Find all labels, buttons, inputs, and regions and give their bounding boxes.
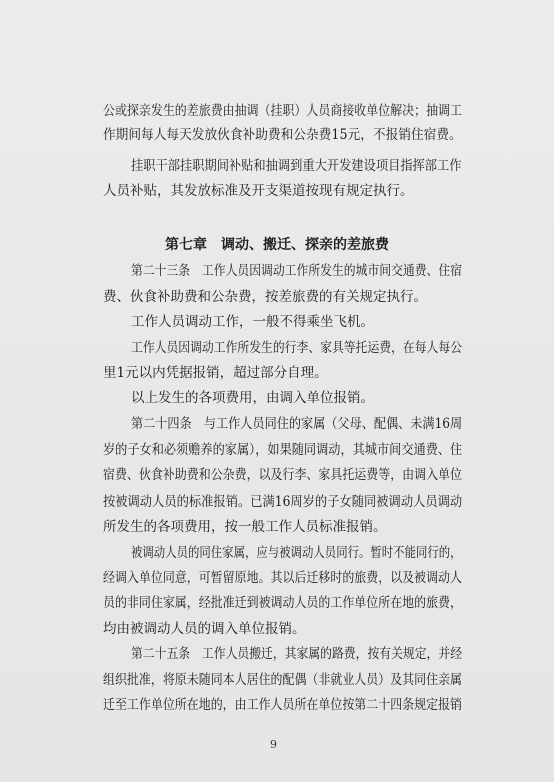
text-line: 作期间每人每天发放伙食补助费和公杂费15元，不报销住宿费。: [103, 127, 462, 143]
text-line: 均由被调动人员的调入单位报销。: [103, 621, 306, 637]
text-line: 以上发生的各项费用，由调入单位报销。: [131, 390, 374, 406]
text-line: 里1元以内凭据报销，超过部分自理。: [103, 365, 328, 381]
page-number: 9: [270, 738, 277, 751]
text-line: 工作人员因调动工作所发生的行李、家具等托运费，在每人每公: [131, 340, 463, 356]
text-line: 第二十四条 与工作人员同住的家属（父母、配偶、未满16周: [131, 416, 463, 432]
text-line: 第二十五条 工作人员搬迁，其家属的路费，按有关规定，并经: [131, 646, 463, 662]
text-line: 公或探亲发生的差旅费由抽调（挂职）人员商接收单位解决；抽调工: [103, 103, 462, 119]
text-line: 岁的子女和必须赡养的家属），如果随同调动，其城市间交通费、住: [103, 442, 463, 458]
text-line: 经调入单位同意，可暂留原地。其以后迁移时的旅费，以及被调动人: [103, 570, 462, 586]
text-line: 宿费、伙食补助费和公杂费，以及行李、家具托运费等，由调入单位: [103, 467, 462, 483]
text-line: 工作人员调动工作，一般不得乘坐飞机。: [131, 314, 374, 330]
text-line: 被调动人员的同住家属，应与被调动人员同行。暂时不能同行的，: [131, 545, 462, 561]
text-line: 组织批准，将原未随同本人居住的配偶（非就业人员）及其同住亲属: [103, 672, 462, 688]
text-line: 按被调动人员的标准报销。已满16周岁的子女随同被调动人员调动: [103, 494, 463, 510]
text-line: 费、伙食补助费和公杂费，按差旅费的有关规定执行。: [103, 289, 427, 305]
chapter-heading: 第七章 调动、搬迁、探亲的差旅费: [165, 237, 389, 253]
text-line: 人员补贴，其发放标准及开支渠道按现有规定执行。: [103, 183, 414, 199]
text-line: 员的非同住家属，经批准迁到被调动人员的工作单位所在地的旅费，: [103, 595, 462, 611]
text-line: 所发生的各项费用，按一般工作人员标准报销。: [103, 519, 387, 535]
text-line: 挂职干部挂职期间补贴和抽调到重大开发建设项目指挥部工作: [131, 158, 462, 174]
text-line: 迁至工作单位所在地的，由工作人员所在单位按第二十四条规定报销: [103, 697, 462, 713]
text-line: 第二十三条 工作人员因调动工作所发生的城市间交通费、住宿: [131, 263, 463, 279]
